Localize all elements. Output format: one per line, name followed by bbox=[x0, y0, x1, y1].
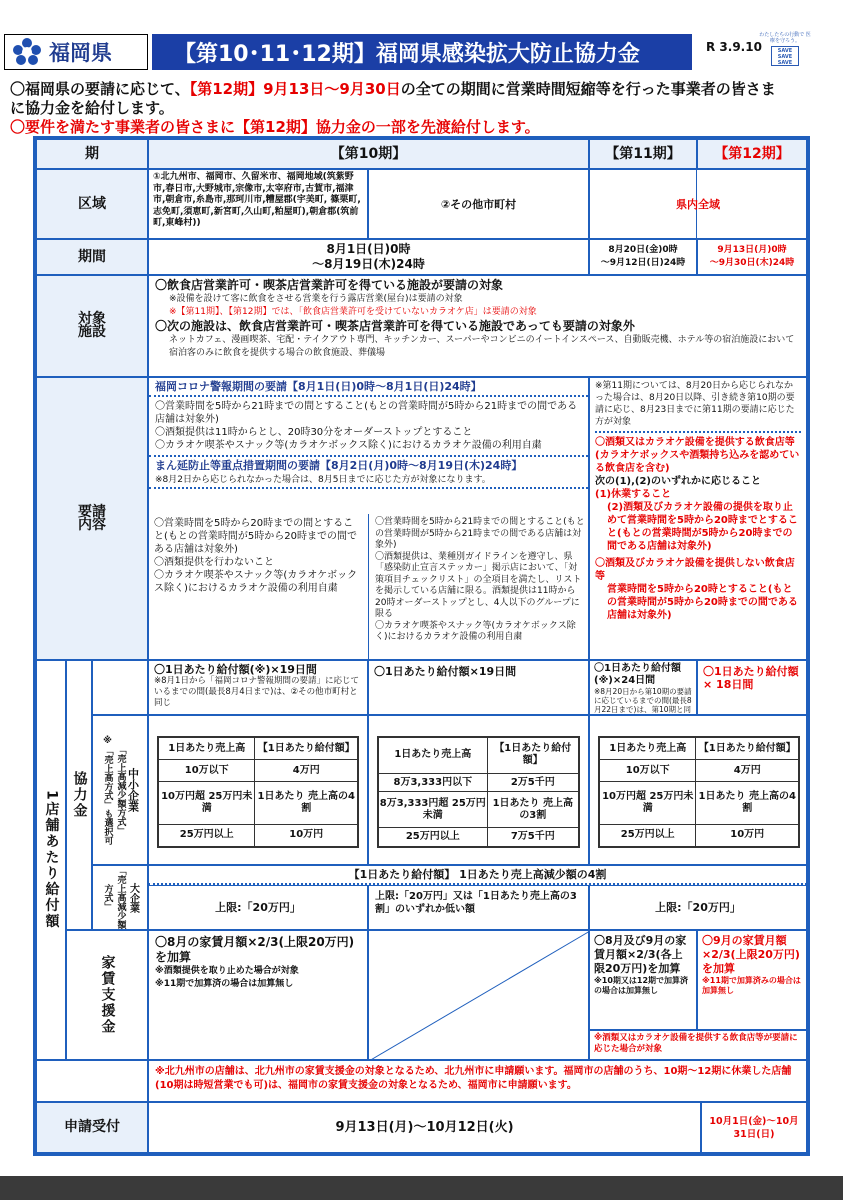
prefecture-name: 福岡県 bbox=[49, 41, 112, 65]
request-10: 福岡コロナ警報期間の要請【8月1日(日)0時～8月1日(日)24時】 〇営業時間を5時から21時までの間とすること(もとの営業時間が5時から21時までの間である店舗は対象外) 〇酒類提供は11時からとし、20時30分をオーダーストップとすること 〇カラオケ喫茶やスナック等(カラオケボックス除く)におけるカラオケ設備の利用自粛 まん延防止等重点措置期間の要請【8月2日(月)0時～8月19日(木)24時】 ※8月2日から応じられなかった場合は、8月5日までに応じた方が対象になります。 〇営業時間を5時から20時までの間とすること(もとの営業時間が5時から20時までの間である店舗は対象外) 〇酒類提供を行わないこと 〇カラオケ喫茶やスナック等(カラオケボックス除く)におけるカラオケ設備の利用自粛 〇営業時間を5時から21時までの間とすること(もとの営業時間が5時から21時までの間である店舗は対象外) 〇酒類提供は、業種別ガイドラインを遵守し、県「感染防止宣言ステッカー」掲示店において、「対策項目チェックリスト」の全項目を満たし、リストを掲示している店舗に限る。酒類提供は11時から20時オーダーストップとし、4人以下のグループに限る 〇カラオケ喫茶やスナック等(カラオケボックス除く)におけるカラオケ設備の利用自粛 bbox=[148, 377, 589, 660]
side-label: 1店舗あたり給付額 bbox=[36, 660, 66, 1060]
prefecture-logo bbox=[4, 34, 148, 70]
rent-10b-na bbox=[368, 930, 589, 1060]
rent-label: 家賃支援金 bbox=[66, 930, 148, 1060]
save-medical-logo: わたしたちの行動で 医療を守ろう。 SAVE SAVE SAVE bbox=[759, 32, 811, 66]
target-label: 対象 施設 bbox=[36, 275, 148, 377]
rent-12: 〇9月の家賃月額×2/3(上限20万円)を加算 ※11期で加算済みの場合は加算無し bbox=[697, 930, 807, 1030]
period-10: 【第10期】 bbox=[148, 139, 589, 169]
term-label: 期間 bbox=[36, 239, 148, 275]
period-label: 期 bbox=[36, 139, 148, 169]
rent-11: 〇8月及び9月の家賃月額×2/3(各上限20万円)を加算 ※10期又は12期で加算済の場合は加算無し bbox=[589, 930, 697, 1030]
days-11: 〇1日あたり給付額(※)×24日間 ※8月20日から第10期の要請に応じているまでの間(最長8月22日まで)は、第10期と同 bbox=[589, 660, 697, 715]
fukuoka-emblem-icon bbox=[13, 38, 41, 66]
large-10a: 上限:「20万円」 bbox=[148, 885, 368, 930]
rent-note-blank bbox=[36, 1060, 148, 1102]
sme-label: ※「売上高方式」も選択可 「売上高減少額方式」 中小企業 bbox=[92, 715, 148, 865]
issue-date: R 3.9.10 bbox=[706, 40, 762, 54]
header bbox=[0, 30, 843, 74]
sme-10b-cell bbox=[368, 715, 589, 865]
term-11: 8月20日(金)0時 ～9月12日(日)24時 bbox=[589, 239, 697, 275]
intro-line1: 〇福岡県の要請に応じて、 bbox=[10, 80, 190, 98]
days-10b: 〇1日あたり給付額×19日間 bbox=[368, 660, 589, 715]
sme-11-12-cell bbox=[589, 715, 807, 865]
days-10a: 〇1日あたり給付額(※)×19日間 ※8月1日から「福岡コロナ警報期間の要請」に応じているまでの間(最長8月4日まで)は、②その他市町村と同じ bbox=[148, 660, 368, 715]
intro-period: 【第12期】9月13日～9月30日 bbox=[189, 80, 401, 98]
apply-12: 10月1日(金)～10月31日(日) bbox=[701, 1102, 807, 1153]
request-11-12: ※第11期については、8月20日から応じられなかった場合は、8月20日以降、引き続き第10期の要請に応じ、8月23日までに第11期の要請に応じた方が対象 〇酒類又はカラオケ設備を提供する飲食店等(カラオケボックスや酒類持ち込みを認めている飲食店を含む) 次の(1),(2)のいずれかに応じること (1)休業すること (2)酒類及びカラオケ設備の提供を取り止めて営業時間を5時から20時までとすること(もとの営業時間が5時から20時までの間である店舗は対象外) 〇酒類及びカラオケ設備を提供しない飲食店等 営業時間を5時から20時とすること(もとの営業時間が5時から20時までの間である店舗は対象外) bbox=[589, 377, 807, 660]
rent-11-12-note: ※酒類又はカラオケ設備を提供する飲食店等が要請に応じた場合が対象 bbox=[589, 1030, 807, 1060]
area-1: ①北九州市、福岡市、久留米市、福岡地域(筑紫野市,春日市,大野城市,宗像市,太宰府市,古賀市,福津市,朝倉市,糸島市,那珂川市,糟屋郡(宇美町, 篠栗町,志免町,須恵町,新宮町,久山町,粕屋町),朝倉郡(筑前町,東峰村)) bbox=[148, 169, 368, 239]
days-label-blank bbox=[92, 660, 148, 715]
term-12: 9月13日(月)0時 ～9月30日(木)24時 bbox=[697, 239, 807, 275]
term-10: 8月1日(日)0時 ～8月19日(木)24時 bbox=[148, 239, 589, 275]
title-banner: 【第10･11･12期】福岡県感染拡大防止協力金 bbox=[152, 34, 692, 70]
benefit-table bbox=[33, 136, 810, 1156]
large-10b: 上限:「20万円」又は「1日あたり売上高の3割」のいずれか低い額 bbox=[368, 885, 589, 930]
rent-10a: 〇8月の家賃月額×2/3(上限20万円)を加算 ※酒類提供を取り止めた場合が対象 ※11期で加算済の場合は加算無し bbox=[148, 930, 368, 1060]
apply-10-11: 9月13日(月)～10月12日(火) bbox=[148, 1102, 701, 1153]
area-12: 県内全域 bbox=[589, 169, 807, 239]
intro-text: 〇福岡県の要請に応じて、【第12期】9月13日～9月30日の全ての期間に営業時間短縮等を行った事業者の皆さま に協力金を給付します。 〇要件を満たす事業者の皆さまに【第12期】協力金の一部を先渡給付します。 bbox=[10, 80, 830, 137]
viewer-footer bbox=[0, 1176, 843, 1200]
large-label: 「売上高減少額方式」 大企業 bbox=[92, 865, 148, 930]
days-12: 〇1日あたり給付額× 18日間 bbox=[697, 660, 807, 715]
intro-line3: 〇要件を満たす事業者の皆さまに【第12期】協力金の一部を先渡給付します。 bbox=[10, 118, 540, 136]
sme-table-10a: 1日あたり売上高 【1日あたり給付額】 10万以下 4万円 10万円超 25万円未満 1日あたり 売上高の4割 25万円以上 10万円 bbox=[157, 736, 359, 848]
kyoryoku-label: 協力金 bbox=[66, 660, 92, 930]
sme-table-10b: 1日あたり売上高 【1日あたり給付額】 8万3,333円以下 2万5千円 8万3,333円超 25万円未満 1日あたり 売上高の3割 25万円以上 7万5千円 bbox=[377, 736, 580, 848]
area-label: 区域 bbox=[36, 169, 148, 239]
target-content: 〇飲食店営業許可・喫茶店営業許可を得ている施設が要請の対象 ※設備を設けて客に飲食をさせる営業を行う露店営業(屋台)は要請の対象 ※【第11期】、【第12期】では、「飲食店営業許可を受けていないカラオケ店」は要請の対象 〇次の施設は、飲食店営業許可・喫茶店営業許可を得ている施設であっても要請の対象外 ネットカフェ、漫画喫茶、宅配・テイクアウト専門、キッチンカー、スーパーやコンビニのイートインスペース、自動販売機、ホテル等の宿泊施設において宿泊客のみに飲食を提供する場合の飲食施設、葬儀場 bbox=[148, 275, 807, 377]
large-head: 【1日あたり給付額】 1日あたり売上高減少額の4割 bbox=[148, 865, 807, 885]
large-11-12: 上限:「20万円」 bbox=[589, 885, 807, 930]
area-2: ②その他市町村 bbox=[368, 169, 589, 239]
sme-10a-cell bbox=[148, 715, 368, 865]
period-11: 【第11期】 bbox=[589, 139, 697, 169]
intro-line2: に協力金を給付します。 bbox=[10, 99, 174, 117]
period-12: 【第12期】 bbox=[697, 139, 807, 169]
diagonal-line bbox=[369, 931, 590, 1061]
sme-table-11-12: 1日あたり売上高 【1日あたり給付額】 10万以下 4万円 10万円超 25万円未満 1日あたり 売上高の4割 25万円以上 10万円 bbox=[598, 736, 800, 848]
apply-label: 申請受付 bbox=[36, 1102, 148, 1153]
request-label: 要請 内容 bbox=[36, 377, 148, 660]
rent-note: ※北九州市の店舗は、北九州市の家賃支援金の対象となるため、北九州市に申請願います。福岡市の店舗のうち、10期～12期に休業した店舗(10期は時短営業でも可)は、福岡市の家賃支援金の対象となるため、福岡市に申請願います。 bbox=[148, 1060, 807, 1102]
